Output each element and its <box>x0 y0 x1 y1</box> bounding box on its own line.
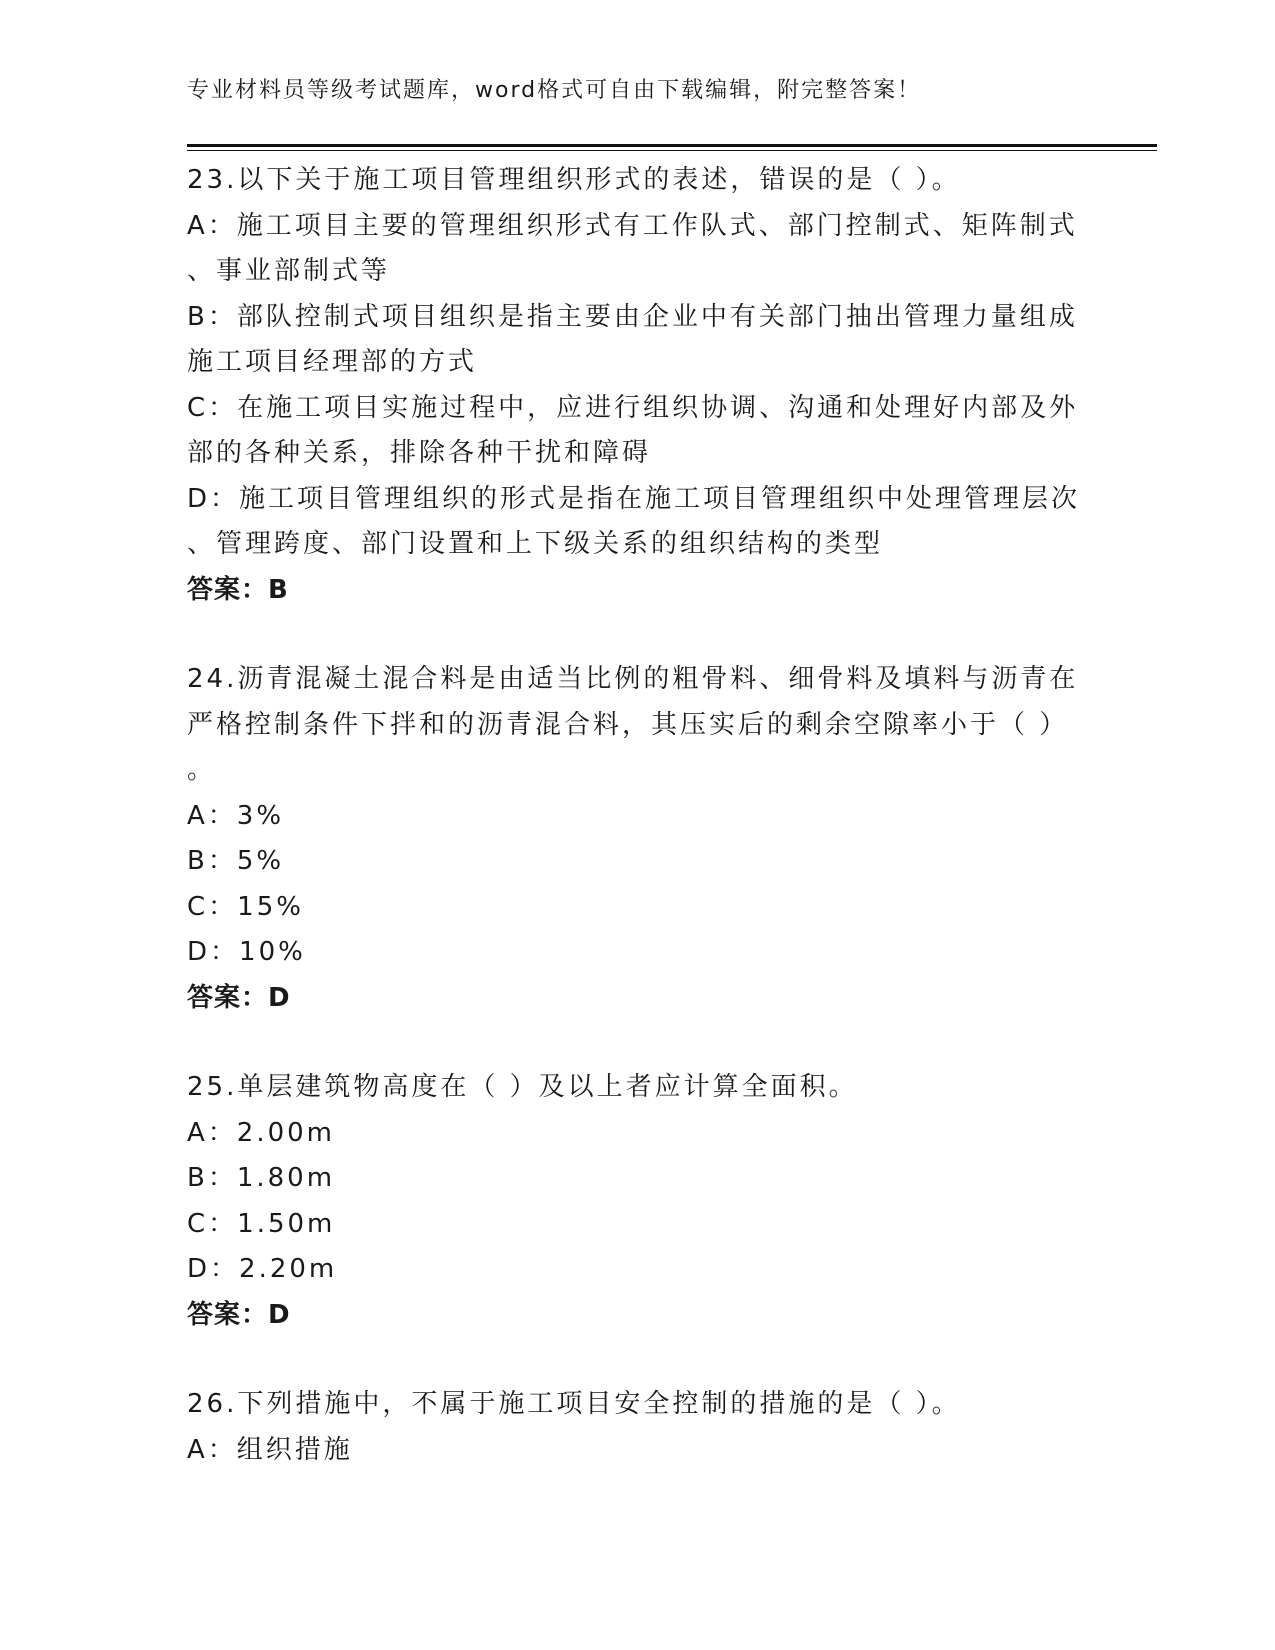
page-header: 专业材料员等级考试题库，word格式可自由下载编辑，附完整答案！ <box>187 78 922 103</box>
question-23 <box>187 158 1087 613</box>
option-b-cont: 施工项目经理部的方式 <box>187 347 478 377</box>
option-a: A：2.00m <box>187 1117 336 1148</box>
option-c: C：15% <box>187 891 304 922</box>
option-b: B：部队控制式项目组织是指主要由企业中有关部门抽出管理力量组成 <box>187 301 1078 332</box>
answer: 答案：D <box>187 982 291 1013</box>
option-d: D：施工项目管理组织的形式是指在施工项目管理组织中处理管理层次 <box>187 483 1081 514</box>
question-stem: 23.以下关于施工项目管理组织形式的表述，错误的是（ ）。 <box>187 165 961 195</box>
question-stem: 25.单层建筑物高度在（ ）及以上者应计算全面积。 <box>187 1072 858 1102</box>
answer: 答案：D <box>187 1299 291 1330</box>
option-b: B：5% <box>187 846 285 876</box>
answer: 答案：B <box>187 574 289 605</box>
option-c: C：1.50m <box>187 1208 336 1239</box>
question-stem-cont: 。 <box>187 755 217 785</box>
header-rule-thick <box>187 144 1157 147</box>
option-a-cont: 、事业部制式等 <box>187 256 391 286</box>
question-stem-cont: 严格控制条件下拌和的沥青混合料，其压实后的剩余空隙率小于（ ） <box>187 709 1069 740</box>
question-list <box>187 158 1087 1473</box>
question-stem: 26.下列措施中，不属于施工项目安全控制的措施的是（ ）。 <box>187 1389 961 1419</box>
question-25 <box>187 1065 1087 1338</box>
option-d-cont: 、管理跨度、部门设置和上下级关系的组织结构的类型 <box>187 529 884 559</box>
question-24 <box>187 657 1087 1021</box>
option-d: D：2.20m <box>187 1254 338 1284</box>
option-d: D：10% <box>187 937 306 967</box>
option-a: A：组织措施 <box>187 1434 353 1465</box>
option-a: A：施工项目主要的管理组织形式有工作队式、部门控制式、矩阵制式 <box>187 210 1078 241</box>
header-rule-thin <box>187 150 1157 151</box>
option-c: C：在施工项目实施过程中，应进行组织协调、沟通和处理好内部及外 <box>187 392 1079 423</box>
option-a: A：3% <box>187 800 285 831</box>
question-26 <box>187 1382 1087 1473</box>
option-b: B：1.80m <box>187 1163 336 1193</box>
question-stem: 24.沥青混凝土混合料是由适当比例的粗骨料、细骨料及填料与沥青在 <box>187 664 1079 694</box>
option-c-cont: 部的各种关系，排除各种干扰和障碍 <box>187 438 652 468</box>
